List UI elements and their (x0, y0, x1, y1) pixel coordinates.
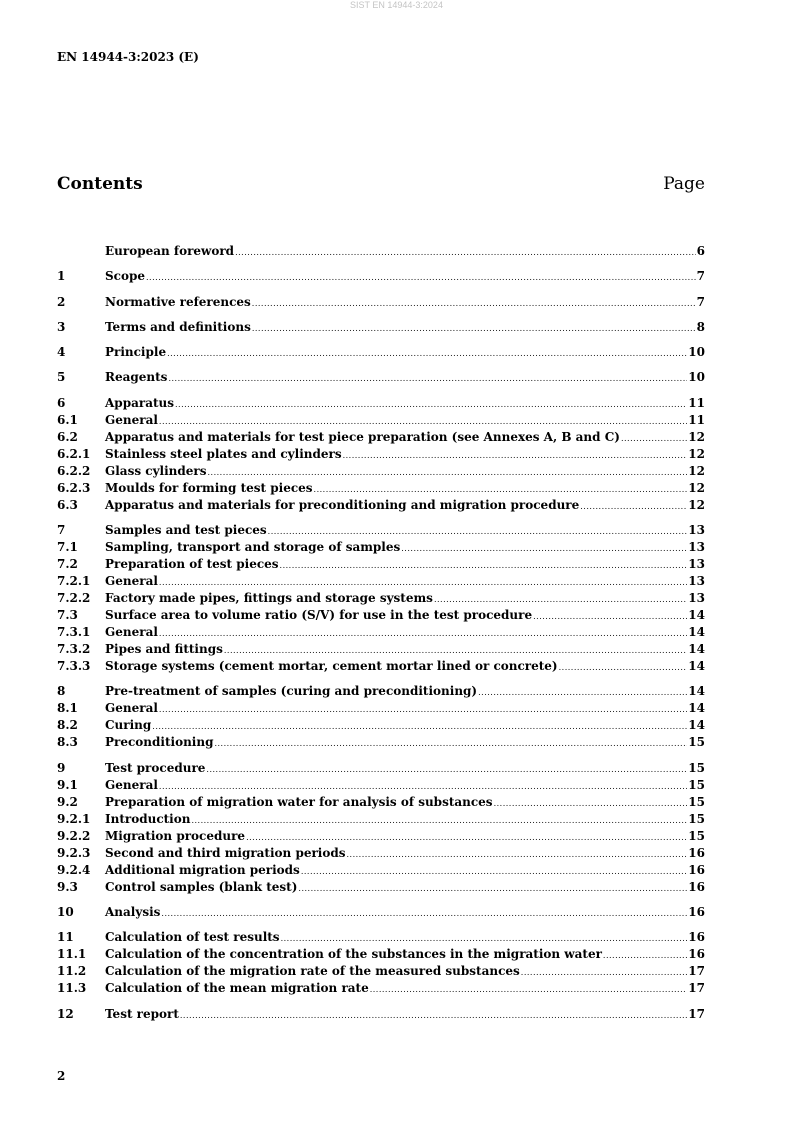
toc-entry-title: Apparatus and materials for test piece preparation (see Annexes A, B and C) (105, 429, 620, 444)
toc-dot-leader (206, 761, 687, 778)
toc-entry-number: 7.2.1 (57, 574, 91, 589)
toc-entry-number: 6.2.2 (57, 463, 91, 478)
toc-entry-title: Second and third migration periods (105, 845, 346, 860)
toc-entry-title: Moulds for forming test pieces (105, 480, 313, 495)
toc-entry-number: 7.3.3 (57, 659, 91, 674)
toc-entry[interactable] (57, 556, 705, 573)
toc-entry-title: General (105, 412, 158, 427)
toc-dot-leader (621, 430, 687, 447)
toc-entry[interactable] (57, 794, 705, 811)
toc-entry-title: General (105, 701, 158, 716)
toc-entry-title: General (105, 777, 158, 792)
toc-entry-number: 7 (57, 523, 66, 538)
toc-entry[interactable] (57, 845, 705, 862)
toc-dot-leader (603, 947, 687, 964)
toc-entry-page: 13 (688, 591, 705, 606)
toc-dot-leader (580, 498, 687, 515)
toc-dot-leader (314, 481, 688, 498)
toc-group (57, 904, 705, 921)
toc-dot-leader (224, 642, 687, 659)
toc-dot-leader (347, 846, 688, 863)
toc-entry-page: 11 (688, 395, 705, 410)
toc-entry-title: Principle (105, 345, 167, 360)
toc-entry-number: 8 (57, 684, 66, 699)
toc-dot-leader (159, 625, 687, 642)
toc-entry-title: Test report (105, 1006, 179, 1021)
toc-entry[interactable] (57, 683, 705, 700)
toc-dot-leader (146, 269, 696, 286)
toc-entry-title: Introduction (105, 811, 191, 826)
toc-entry-title: Sampling, transport and storage of samples (105, 540, 401, 555)
toc-entry-page: 15 (688, 760, 705, 775)
toc-entry-number: 7.1 (57, 540, 78, 555)
toc-entry[interactable] (57, 243, 705, 260)
toc-dot-leader (214, 735, 687, 752)
toc-entry-title: Calculation of the concentration of the substances in the migration water (105, 947, 602, 962)
toc-entry-page: 16 (688, 862, 705, 877)
toc-entry-page: 15 (688, 811, 705, 826)
toc-entry-page: 17 (688, 1006, 705, 1021)
toc-entry-title: Analysis (105, 904, 161, 919)
toc-entry[interactable] (57, 344, 705, 361)
toc-group (57, 268, 705, 285)
toc-entry[interactable] (57, 294, 705, 311)
toc-entry-title: European foreword (105, 244, 235, 258)
toc-dot-leader (478, 684, 687, 701)
toc-entry-number: 9.2.4 (57, 862, 91, 877)
toc-entry-number: 9.2.3 (57, 845, 91, 860)
toc-entry-number: 9.2.1 (57, 811, 91, 826)
toc-dot-leader (180, 1007, 687, 1024)
toc-group (57, 369, 705, 386)
toc-entry-title: Preparation of test pieces (105, 557, 279, 572)
toc-dot-leader (191, 812, 687, 829)
toc-entry-number: 7.3.2 (57, 642, 91, 657)
toc-dot-leader (401, 540, 687, 557)
toc-entry[interactable] (57, 777, 705, 794)
toc-entry-number: 6.2.1 (57, 446, 91, 461)
toc-entry-number: 7.2.2 (57, 591, 91, 606)
toc-entry-page: 13 (688, 540, 705, 555)
toc-entry-page: 13 (688, 574, 705, 589)
toc-entry-page: 15 (688, 777, 705, 792)
toc-entry-title: Migration procedure (105, 828, 246, 843)
toc-entry-title: Terms and definitions (105, 319, 251, 334)
toc-entry-title: Pre-treatment of samples (curing and preconditioning) (105, 684, 478, 699)
toc-dot-leader (208, 464, 688, 481)
toc-dot-leader (370, 981, 688, 998)
toc-entry-page: 16 (688, 947, 705, 962)
toc-entry-number: 1 (57, 269, 66, 284)
toc-entry[interactable] (57, 497, 705, 514)
toc-entry-page: 7 (696, 294, 705, 309)
toc-entry-page: 14 (688, 608, 705, 623)
toc-entry[interactable] (57, 1006, 705, 1023)
toc-group (57, 319, 705, 336)
toc-dot-leader (301, 863, 687, 880)
toc-group (57, 683, 705, 751)
toc-entry-number: 8.3 (57, 735, 78, 750)
toc-entry[interactable] (57, 760, 705, 777)
toc-entry-number: 11.3 (57, 981, 87, 996)
toc-entry[interactable] (57, 539, 705, 556)
document-id: EN 14944-3:2023 (E) (57, 50, 199, 64)
toc-entry-page: 15 (688, 735, 705, 750)
toc-dot-leader (152, 718, 687, 735)
toc-dot-leader (343, 447, 688, 464)
toc-group (57, 929, 705, 997)
toc-entry-title: Preparation of migration water for analysis of substances (105, 794, 493, 809)
toc-dot-leader (159, 574, 687, 591)
toc-entry[interactable] (57, 734, 705, 751)
toc-group (57, 344, 705, 361)
toc-group (57, 243, 705, 260)
toc-entry-title: Control samples (blank test) (105, 879, 298, 894)
toc-entry[interactable] (57, 607, 705, 624)
toc-entry-title: Scope (105, 269, 146, 284)
toc-dot-leader (268, 523, 688, 540)
page-column-heading: Page (663, 174, 705, 194)
toc-entry-page: 14 (688, 684, 705, 699)
toc-entry[interactable] (57, 268, 705, 285)
toc-entry-title: Glass cylinders (105, 463, 207, 478)
toc-entry-title: Factory made pipes, fittings and storage systems (105, 591, 433, 606)
toc-entry[interactable] (57, 319, 705, 336)
toc-entry-number: 9.2 (57, 794, 78, 809)
toc-dot-leader (175, 396, 687, 413)
toc-entry[interactable] (57, 522, 705, 539)
toc-entry[interactable] (57, 573, 705, 590)
toc-entry-page: 14 (688, 642, 705, 657)
contents-heading: Contents (57, 174, 143, 194)
toc-entry-number: 3 (57, 319, 66, 334)
page-number: 2 (57, 1069, 66, 1083)
toc-entry-page: 12 (688, 429, 705, 444)
toc-entry-page: 12 (688, 446, 705, 461)
toc-entry[interactable] (57, 862, 705, 879)
toc-dot-leader (280, 557, 688, 574)
toc-entry-page: 17 (688, 964, 705, 979)
toc-entry[interactable] (57, 641, 705, 658)
toc-entry-number: 9 (57, 760, 66, 775)
watermark: SIST EN 14944-3:2024 (350, 0, 443, 10)
toc-dot-leader (159, 778, 687, 795)
toc-group (57, 760, 705, 896)
toc-entry-title: General (105, 574, 158, 589)
toc-entry[interactable] (57, 879, 705, 896)
toc-entry-title: Pipes and fittings (105, 642, 223, 657)
toc-entry[interactable] (57, 369, 705, 386)
toc-entry-title: Calculation of test results (105, 930, 280, 945)
toc-entry-number: 6.2 (57, 429, 78, 444)
toc-dot-leader (252, 320, 696, 337)
toc-dot-leader (168, 370, 687, 387)
toc-group (57, 294, 705, 311)
toc-entry[interactable] (57, 946, 705, 963)
toc-entry[interactable] (57, 828, 705, 845)
toc-entry-number: 12 (57, 1006, 74, 1021)
toc-entry-number: 4 (57, 345, 66, 360)
toc-entry-number: 8.2 (57, 718, 78, 733)
toc-entry-title: Reagents (105, 370, 168, 385)
toc-entry-page: 10 (688, 345, 705, 360)
toc-group (57, 522, 705, 675)
toc-entry[interactable] (57, 590, 705, 607)
toc-entry[interactable] (57, 929, 705, 946)
toc-entry[interactable] (57, 700, 705, 717)
toc-entry-page: 8 (696, 319, 705, 334)
toc-dot-leader (559, 659, 688, 676)
toc-dot-leader (159, 413, 687, 430)
toc-entry-page: 12 (688, 480, 705, 495)
toc-entry-number: 7.3.1 (57, 625, 91, 640)
toc-entry-title: Additional migration periods (105, 862, 300, 877)
toc-entry-title: Samples and test pieces (105, 523, 267, 538)
toc-entry[interactable] (57, 446, 705, 463)
toc-entry-page: 17 (688, 981, 705, 996)
toc-dot-leader (533, 608, 687, 625)
toc-entry[interactable] (57, 904, 705, 921)
toc-entry-page: 16 (688, 904, 705, 919)
toc-entry-number: 11.2 (57, 964, 87, 979)
toc-entry-number: 9.2.2 (57, 828, 91, 843)
toc-entry-title: Curing (105, 718, 152, 733)
toc-entry-number: 9.1 (57, 777, 78, 792)
toc-entry-title: Apparatus (105, 395, 174, 410)
toc-entry-page: 14 (688, 701, 705, 716)
toc-entry-number: 11 (57, 930, 74, 945)
toc-entry-page: 12 (688, 497, 705, 512)
toc-entry-page: 16 (688, 845, 705, 860)
toc-dot-leader (235, 244, 696, 261)
toc-entry-page: 14 (688, 659, 705, 674)
toc-entry[interactable] (57, 658, 705, 675)
toc-entry-title: Calculation of the migration rate of the measured substances (105, 964, 520, 979)
toc-dot-leader (434, 591, 687, 608)
toc-dot-leader (494, 795, 688, 812)
toc-entry-title: Calculation of the mean migration rate (105, 981, 369, 996)
toc-entry-page: 15 (688, 828, 705, 843)
toc-entry-title: General (105, 625, 158, 640)
toc-entry-number: 6.2.3 (57, 480, 91, 495)
toc-entry-page: 14 (688, 625, 705, 640)
toc-dot-leader (159, 701, 687, 718)
toc-dot-leader (521, 964, 688, 981)
toc-entry-number: 2 (57, 294, 66, 309)
toc-entry-title: Normative references (105, 294, 251, 309)
toc-entry-title: Apparatus and materials for preconditioning and migration procedure (105, 497, 580, 512)
toc-entry[interactable] (57, 412, 705, 429)
toc-entry-page: 13 (688, 523, 705, 538)
toc-entry-number: 6.1 (57, 412, 78, 427)
toc-dot-leader (246, 829, 687, 846)
toc-entry-page: 10 (688, 370, 705, 385)
toc-group (57, 1006, 705, 1023)
table-of-contents (57, 243, 705, 1031)
toc-entry-title: Surface area to volume ratio (S/V) for use in the test procedure (105, 608, 533, 623)
toc-entry-page: 11 (688, 412, 705, 427)
toc-entry-title: Preconditioning (105, 735, 214, 750)
toc-dot-leader (281, 930, 688, 947)
toc-entry-page: 12 (688, 463, 705, 478)
toc-entry-number: 9.3 (57, 879, 78, 894)
toc-entry[interactable] (57, 963, 705, 980)
toc-entry[interactable] (57, 624, 705, 641)
toc-entry-number: 7.2 (57, 557, 78, 572)
toc-entry-number: 10 (57, 904, 74, 919)
toc-dot-leader (161, 905, 687, 922)
toc-entry-page: 15 (688, 794, 705, 809)
toc-dot-leader (298, 880, 687, 897)
toc-entry-page: 16 (688, 879, 705, 894)
toc-entry-page: 7 (696, 269, 705, 284)
toc-entry-number: 5 (57, 370, 66, 385)
toc-entry-title: Stainless steel plates and cylinders (105, 446, 342, 461)
toc-entry-page: 13 (688, 557, 705, 572)
toc-entry-title: Test procedure (105, 760, 206, 775)
toc-entry-page: 16 (688, 930, 705, 945)
toc-entry[interactable] (57, 717, 705, 734)
toc-entry[interactable] (57, 395, 705, 412)
toc-entry[interactable] (57, 480, 705, 497)
toc-entry-number: 8.1 (57, 701, 78, 716)
toc-entry-number: 6 (57, 395, 66, 410)
toc-entry[interactable] (57, 463, 705, 480)
toc-entry-title: Storage systems (cement mortar, cement mortar lined or concrete) (105, 659, 558, 674)
toc-entry[interactable] (57, 429, 705, 446)
toc-entry[interactable] (57, 980, 705, 997)
toc-dot-leader (252, 295, 696, 312)
toc-entry-number: 6.3 (57, 497, 78, 512)
toc-entry-page: 6 (696, 244, 705, 258)
toc-dot-leader (167, 345, 687, 362)
toc-entry-page: 14 (688, 718, 705, 733)
toc-entry-number: 7.3 (57, 608, 78, 623)
toc-group (57, 395, 705, 514)
toc-entry-number: 11.1 (57, 947, 87, 962)
toc-entry[interactable] (57, 811, 705, 828)
